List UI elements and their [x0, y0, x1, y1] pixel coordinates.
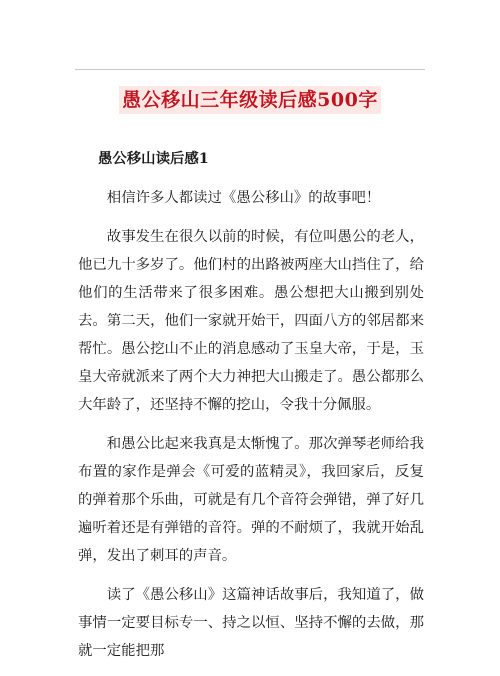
- title-container: [0, 86, 500, 114]
- paragraph-1: 相信许多人都读过《愚公移山》的故事吧！: [106, 190, 381, 206]
- paragraph-4: 读了《愚公移山》这篇神话故事后，我知道了，做事情一定要目标专一、持之以恒、坚持不懈的去做，那就一定能把那: [78, 587, 424, 659]
- section-heading: 愚公移山读后感1: [98, 150, 209, 167]
- article-body: [78, 145, 424, 676]
- header-divider: [75, 69, 425, 70]
- paragraph-2: 故事发生在很久以前的时候，有位叫愚公的老人，他已九十多岁了。他们村的出路被两座大山挡住了，给他们的生活带来了很多困难。愚公想把大山搬到别处去。第二天，他们一家就开始干，四面八方的邻居都来帮忙。愚公挖山不止的消息感动了玉皇大帝，于是，玉皇大帝就派来了两个大力神把大山搬走了。愚公都那么大年龄了，还坚持不懈的挖山，令我十分佩服。: [78, 229, 424, 413]
- paragraph-3: 和愚公比起来我真是太惭愧了。那次弹琴老师给我布置的家作是弹会《可爱的蓝精灵》，我回家后，反复的弹着那个乐曲，可就是有几个音符会弹错，弹了好几遍听着还是有弹错的音符。弹的不耐烦了，我就开始乱弹，发出了刺耳的声音。: [78, 436, 424, 564]
- page-title: 愚公移山三年级读后感500字: [119, 86, 381, 114]
